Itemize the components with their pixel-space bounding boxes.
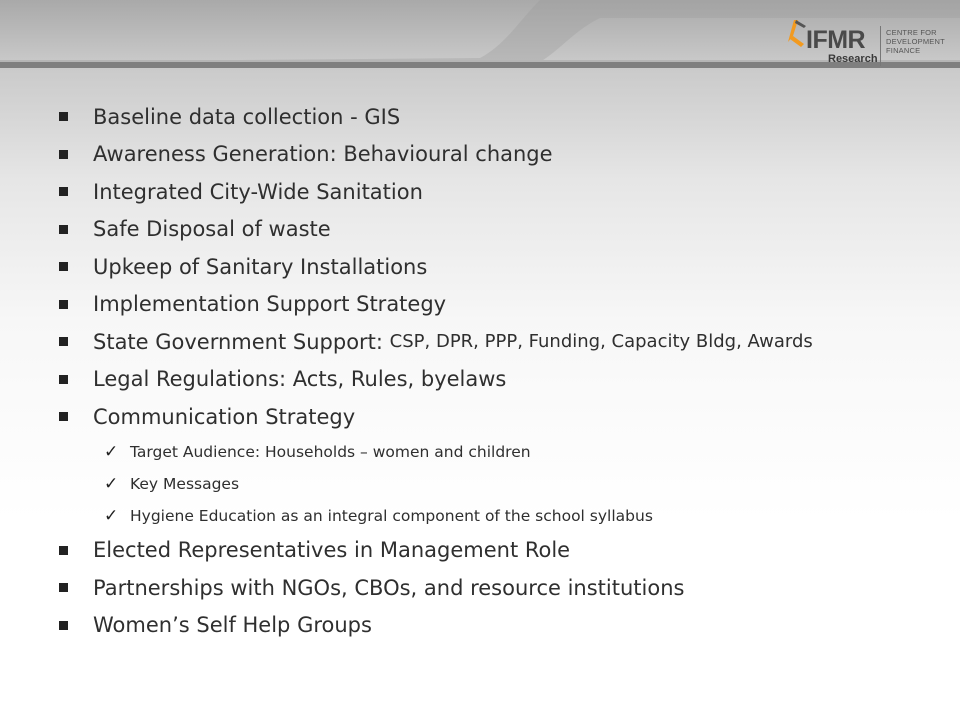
bullet-list bbox=[56, 98, 936, 644]
logo-tagline-line: DEVELOPMENT bbox=[886, 37, 945, 46]
list-item-text: Legal Regulations: Acts, Rules, byelaws bbox=[93, 367, 507, 392]
square-bullet-icon bbox=[56, 412, 93, 421]
list-item bbox=[56, 569, 936, 607]
list-item-text: Partnerships with NGOs, CBOs, and resource institutions bbox=[93, 575, 685, 600]
sub-list-item bbox=[56, 436, 936, 468]
checkmark-icon: ✓ bbox=[104, 505, 119, 526]
list-item-text: Women’s Self Help Groups bbox=[93, 613, 372, 638]
list-item-text: Integrated City-Wide Sanitation bbox=[93, 179, 423, 204]
list-item bbox=[56, 173, 936, 211]
checkmark-icon: ✓ bbox=[104, 473, 119, 494]
square-bullet-icon bbox=[56, 225, 93, 234]
list-item-text: Implementation Support Strategy bbox=[93, 292, 447, 317]
sub-list-item-text: Target Audience: Households – women and children bbox=[130, 442, 531, 461]
logo-tagline-line: CENTRE FOR bbox=[886, 28, 937, 37]
list-item bbox=[56, 136, 936, 174]
list-item-text: Awareness Generation: Behavioural change bbox=[93, 142, 553, 167]
square-bullet-icon bbox=[56, 583, 93, 592]
list-item-text: Upkeep of Sanitary Installations bbox=[93, 254, 428, 279]
list-item bbox=[56, 286, 936, 324]
list-item-text: Baseline data collection - GIS bbox=[93, 104, 401, 129]
list-item-text: Safe Disposal of waste bbox=[93, 217, 331, 242]
list-item bbox=[56, 211, 936, 249]
list-item bbox=[56, 98, 936, 136]
sub-list-item-text: Key Messages bbox=[130, 474, 240, 493]
square-bullet-icon bbox=[56, 262, 93, 271]
square-bullet-icon bbox=[56, 150, 93, 159]
sub-list-item-text: Hygiene Education as an integral component of the school syllabus bbox=[130, 506, 653, 525]
square-bullet-icon bbox=[56, 300, 93, 309]
list-item bbox=[56, 398, 936, 436]
list-item-text: State Government Support: bbox=[93, 329, 390, 354]
logo-tagline-line: FINANCE bbox=[886, 46, 921, 55]
logo-divider bbox=[880, 26, 881, 66]
list-item-detail: CSP, DPR, PPP, Funding, Capacity Bldg, Awards bbox=[389, 331, 813, 353]
list-item bbox=[56, 607, 936, 645]
square-bullet-icon bbox=[56, 187, 93, 196]
list-item-text: Elected Representatives in Management Role bbox=[93, 538, 571, 563]
logo-tagline bbox=[886, 28, 945, 55]
sub-list-item bbox=[56, 500, 936, 532]
square-bullet-icon bbox=[56, 375, 93, 384]
square-bullet-icon bbox=[56, 112, 93, 121]
list-item bbox=[56, 361, 936, 399]
list-item bbox=[56, 248, 936, 286]
list-item bbox=[56, 323, 936, 361]
sub-list-item bbox=[56, 468, 936, 500]
list-item-text: Communication Strategy bbox=[93, 404, 356, 429]
logo-research-text: Research bbox=[828, 53, 878, 65]
list-item bbox=[56, 532, 936, 570]
square-bullet-icon bbox=[56, 337, 93, 346]
ifmr-logo bbox=[784, 16, 944, 68]
checkmark-icon: ✓ bbox=[104, 441, 119, 462]
square-bullet-icon bbox=[56, 546, 93, 555]
square-bullet-icon bbox=[56, 621, 93, 630]
logo-brand-text: IFMR bbox=[806, 26, 866, 54]
